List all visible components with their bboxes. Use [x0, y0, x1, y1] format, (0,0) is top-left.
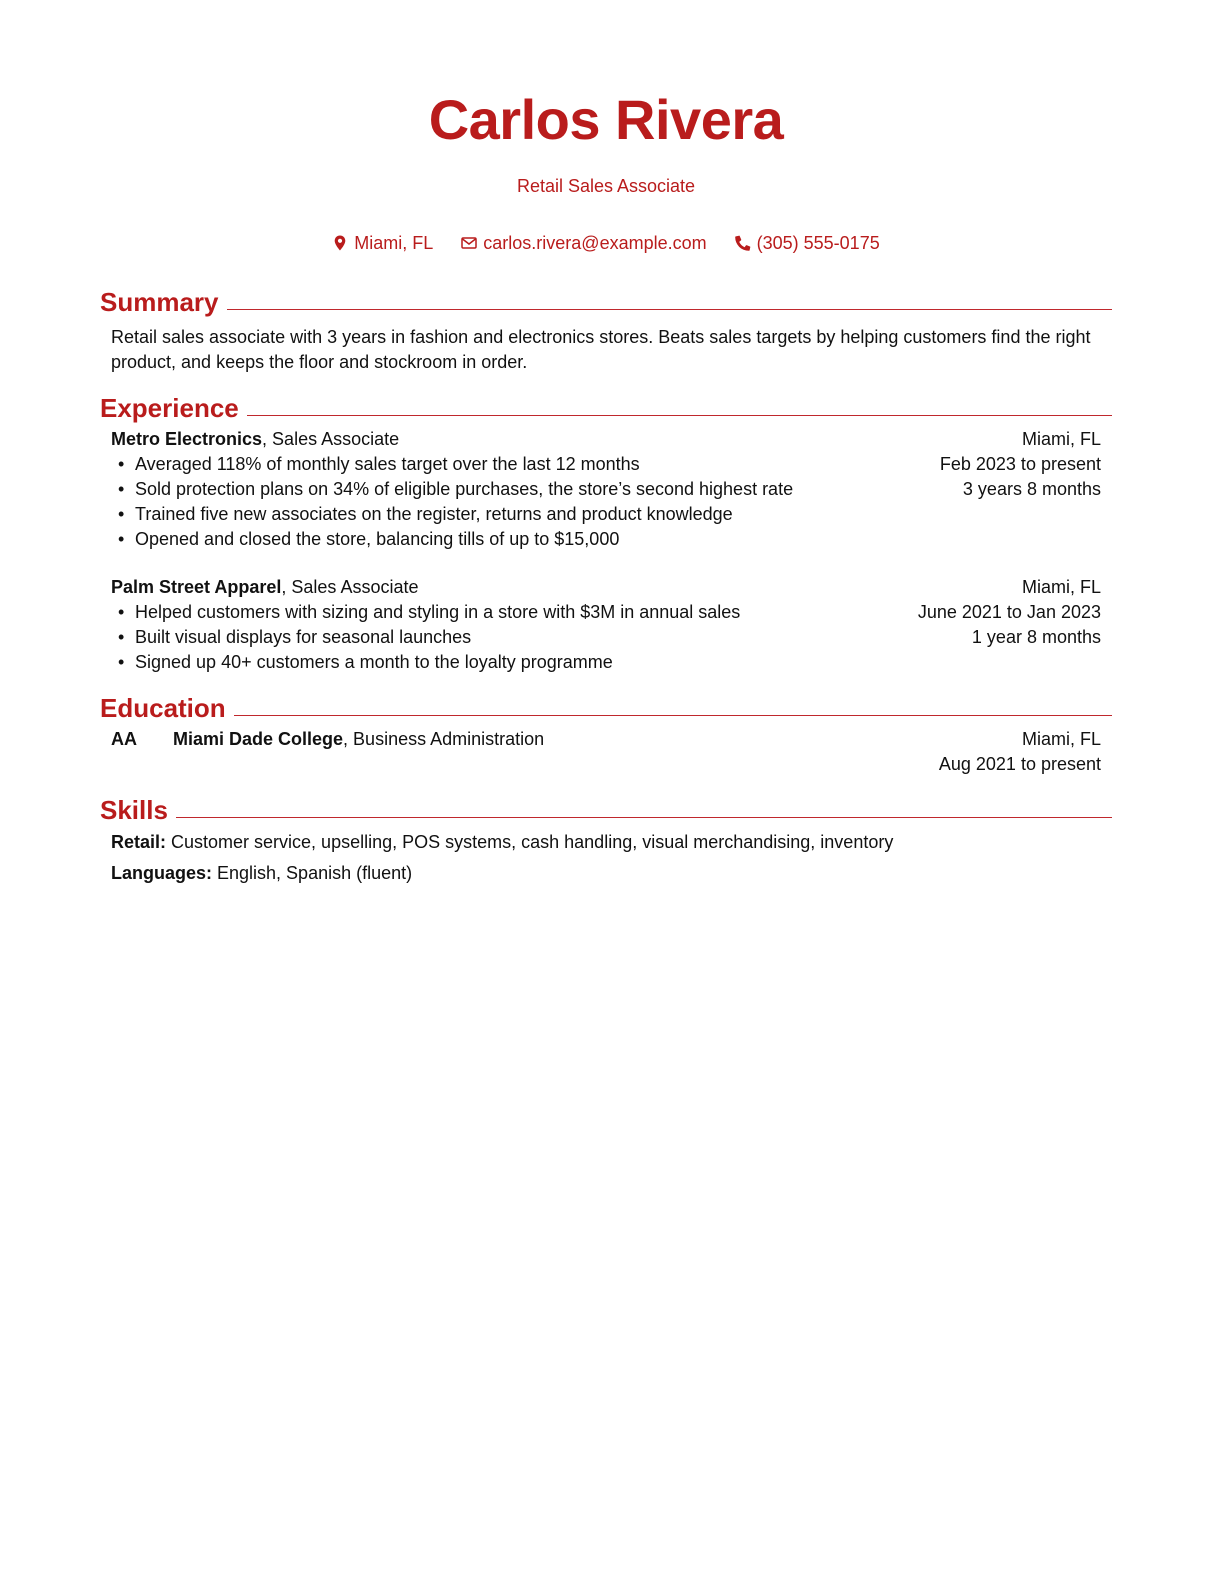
section-divider [176, 817, 1112, 818]
education-heading [100, 689, 1112, 723]
achievement-list [111, 600, 918, 675]
skills-heading [100, 791, 1112, 825]
school-name: Miami Dade College [173, 729, 344, 749]
resume-page [100, 0, 1112, 886]
achievement-item: • Opened and closed the store, balancing tills of up to $15,000 [111, 527, 940, 552]
job-dates: June 2021 to Jan 2023 [917, 602, 1101, 622]
achievement-list [111, 452, 940, 552]
skill-group-items: Customer service, upselling, POS systems, cash handling, visual merchandising, inventory [166, 832, 894, 852]
contact-email[interactable] [461, 231, 706, 255]
job-title: , Sales Associate [262, 429, 400, 449]
phone-icon [735, 235, 751, 251]
field-of-study: , Business Administration [343, 729, 545, 749]
contact-bar [100, 231, 1112, 255]
skill-group-label: Retail: [111, 832, 167, 852]
company-name: Palm Street Apparel [111, 577, 282, 597]
summary-heading [100, 283, 1112, 317]
job-duration: 1 year 8 months [971, 627, 1101, 647]
section-divider [234, 715, 1112, 716]
contact-location-text: Miami, FL [354, 233, 434, 253]
section-divider [227, 309, 1113, 310]
skills-title: Skills [100, 795, 168, 825]
job-title: , Sales Associate [281, 577, 419, 597]
experience-title: Experience [100, 393, 239, 423]
contact-location [332, 231, 433, 255]
education-entry [111, 727, 1101, 777]
envelope-icon [461, 235, 477, 251]
education-section [100, 689, 1112, 777]
job-location: Miami, FL [1021, 577, 1101, 597]
experience-entry [111, 427, 1101, 552]
achievement-item: • Trained five new associates on the register, returns and product knowledge [111, 502, 940, 527]
degree: AA [111, 729, 137, 749]
contact-phone[interactable] [735, 231, 880, 255]
contact-phone-text[interactable]: (305) 555-0175 [756, 233, 880, 253]
school-dates: Aug 2021 to present [938, 754, 1101, 774]
education-title: Education [100, 693, 226, 723]
experience-entry [111, 575, 1101, 675]
experience-section [100, 389, 1112, 675]
summary-text: Retail sales associate with 3 years in fashion and electronics stores. Beats sales targets by helping customers find the right product, and keeps the floor and stockroom in order. [111, 327, 1091, 372]
summary-title: Summary [100, 287, 219, 317]
summary-section [100, 283, 1112, 375]
skill-group [111, 830, 1101, 855]
skill-group [111, 861, 1101, 886]
achievement-item: • Built visual displays for seasonal launches [111, 625, 918, 650]
skills-section [100, 791, 1112, 886]
section-divider [247, 415, 1112, 416]
experience-heading [100, 389, 1112, 423]
company-name: Metro Electronics [111, 429, 263, 449]
school-location: Miami, FL [1021, 729, 1101, 749]
contact-email-text[interactable]: carlos.rivera@example.com [483, 233, 707, 253]
candidate-name: Carlos Rivera [428, 88, 784, 151]
skill-group-items: English, Spanish (fluent) [212, 863, 413, 883]
job-location: Miami, FL [1021, 429, 1101, 449]
achievement-item: • Helped customers with sizing and styling in a store with $3M in annual sales [111, 600, 918, 625]
candidate-headline: Retail Sales Associate [516, 176, 696, 196]
skill-group-label: Languages: [111, 863, 213, 883]
job-duration: 3 years 8 months [962, 479, 1101, 499]
achievement-item: • Signed up 40+ customers a month to the loyalty programme [111, 650, 918, 675]
map-pin-icon [332, 235, 348, 251]
job-dates: Feb 2023 to present [939, 454, 1101, 474]
achievement-item: • Sold protection plans on 34% of eligible purchases, the store’s second highest rate [111, 477, 940, 502]
achievement-item: • Averaged 118% of monthly sales target over the last 12 months [111, 452, 940, 477]
